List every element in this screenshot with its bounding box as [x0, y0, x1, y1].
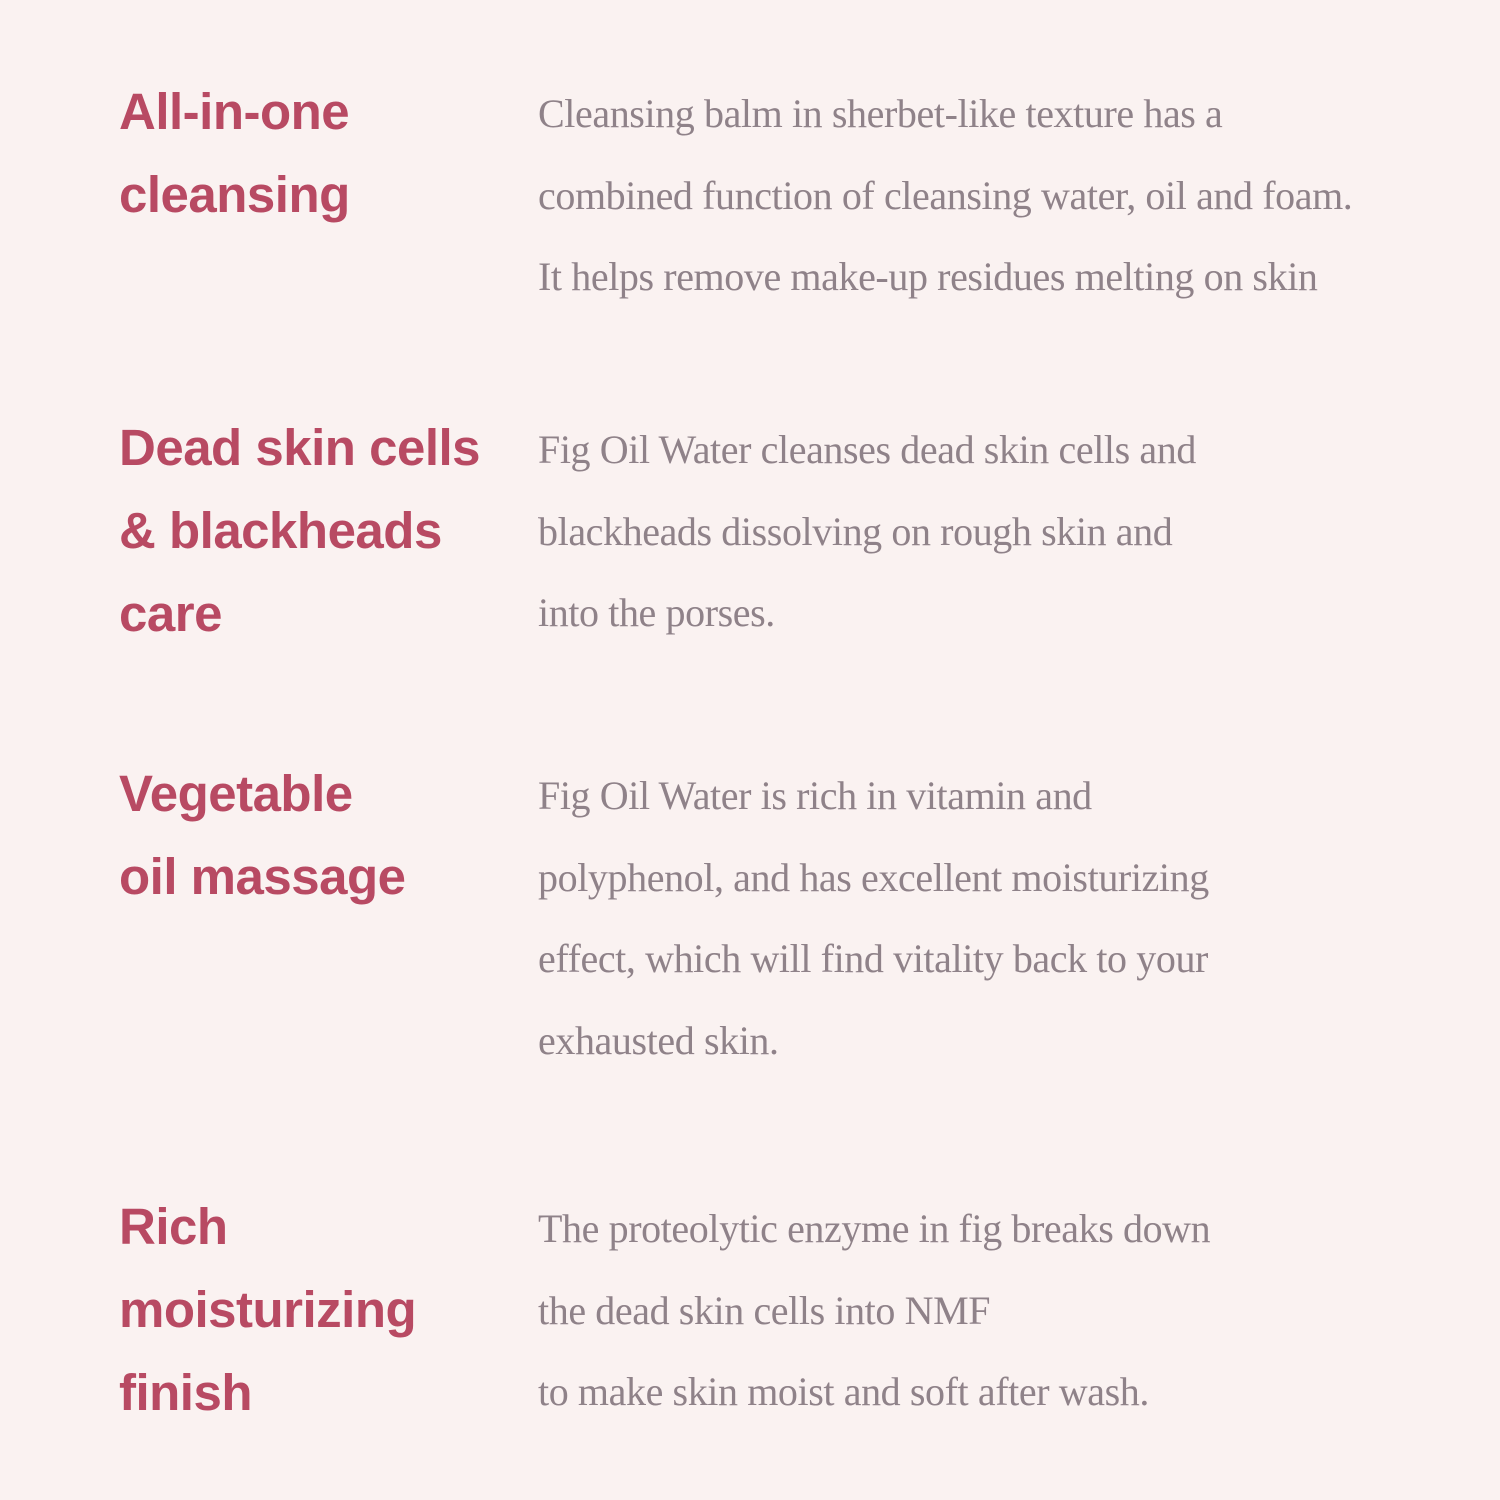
feature-description-line: the dead skin cells into NMF — [538, 1287, 991, 1333]
feature-title — [119, 70, 519, 236]
feature-title-line: & blackheads — [119, 502, 442, 559]
feature-description — [538, 755, 1478, 1081]
feature-description-line: It helps remove make-up residues melting on skin — [538, 254, 1318, 299]
feature-title — [119, 752, 519, 918]
feature-description-line: combined function of cleansing water, oil and foam. — [538, 172, 1353, 218]
feature-title-line: oil massage — [119, 848, 406, 905]
feature-description-line: The proteolytic enzyme in fig breaks down — [538, 1206, 1211, 1251]
feature-description-line: exhausted skin. — [538, 1017, 779, 1063]
feature-description — [538, 1188, 1478, 1433]
feature-description-line: Cleansing balm in sherbet-like texture has a — [538, 91, 1223, 136]
feature-description-line: Fig Oil Water cleanses dead skin cells and — [538, 427, 1196, 472]
feature-description — [538, 73, 1478, 318]
feature-description-line: into the porses. — [538, 590, 775, 635]
feature-title-line: Vegetable — [119, 765, 353, 822]
feature-title-line: moisturizing — [119, 1281, 417, 1338]
feature-title-line: cleansing — [119, 166, 350, 223]
feature-title-line: finish — [119, 1364, 252, 1421]
feature-title — [119, 406, 519, 655]
feature-description-line: blackheads dissolving on rough skin and — [538, 508, 1173, 554]
feature-description — [538, 409, 1478, 654]
feature-description-line: Fig Oil Water is rich in vitamin and — [538, 773, 1092, 818]
feature-title — [119, 1185, 519, 1434]
feature-description-line: effect, which will find vitality back to your — [538, 936, 1208, 981]
feature-title-line: care — [119, 585, 222, 642]
feature-description-line: to make skin moist and soft after wash. — [538, 1369, 1149, 1414]
feature-title-line: All-in-one — [119, 83, 350, 140]
feature-description-line: polyphenol, and has excellent moisturizing — [538, 854, 1209, 900]
feature-title-line: Rich — [119, 1198, 228, 1255]
feature-title-line: Dead skin cells — [119, 419, 481, 476]
